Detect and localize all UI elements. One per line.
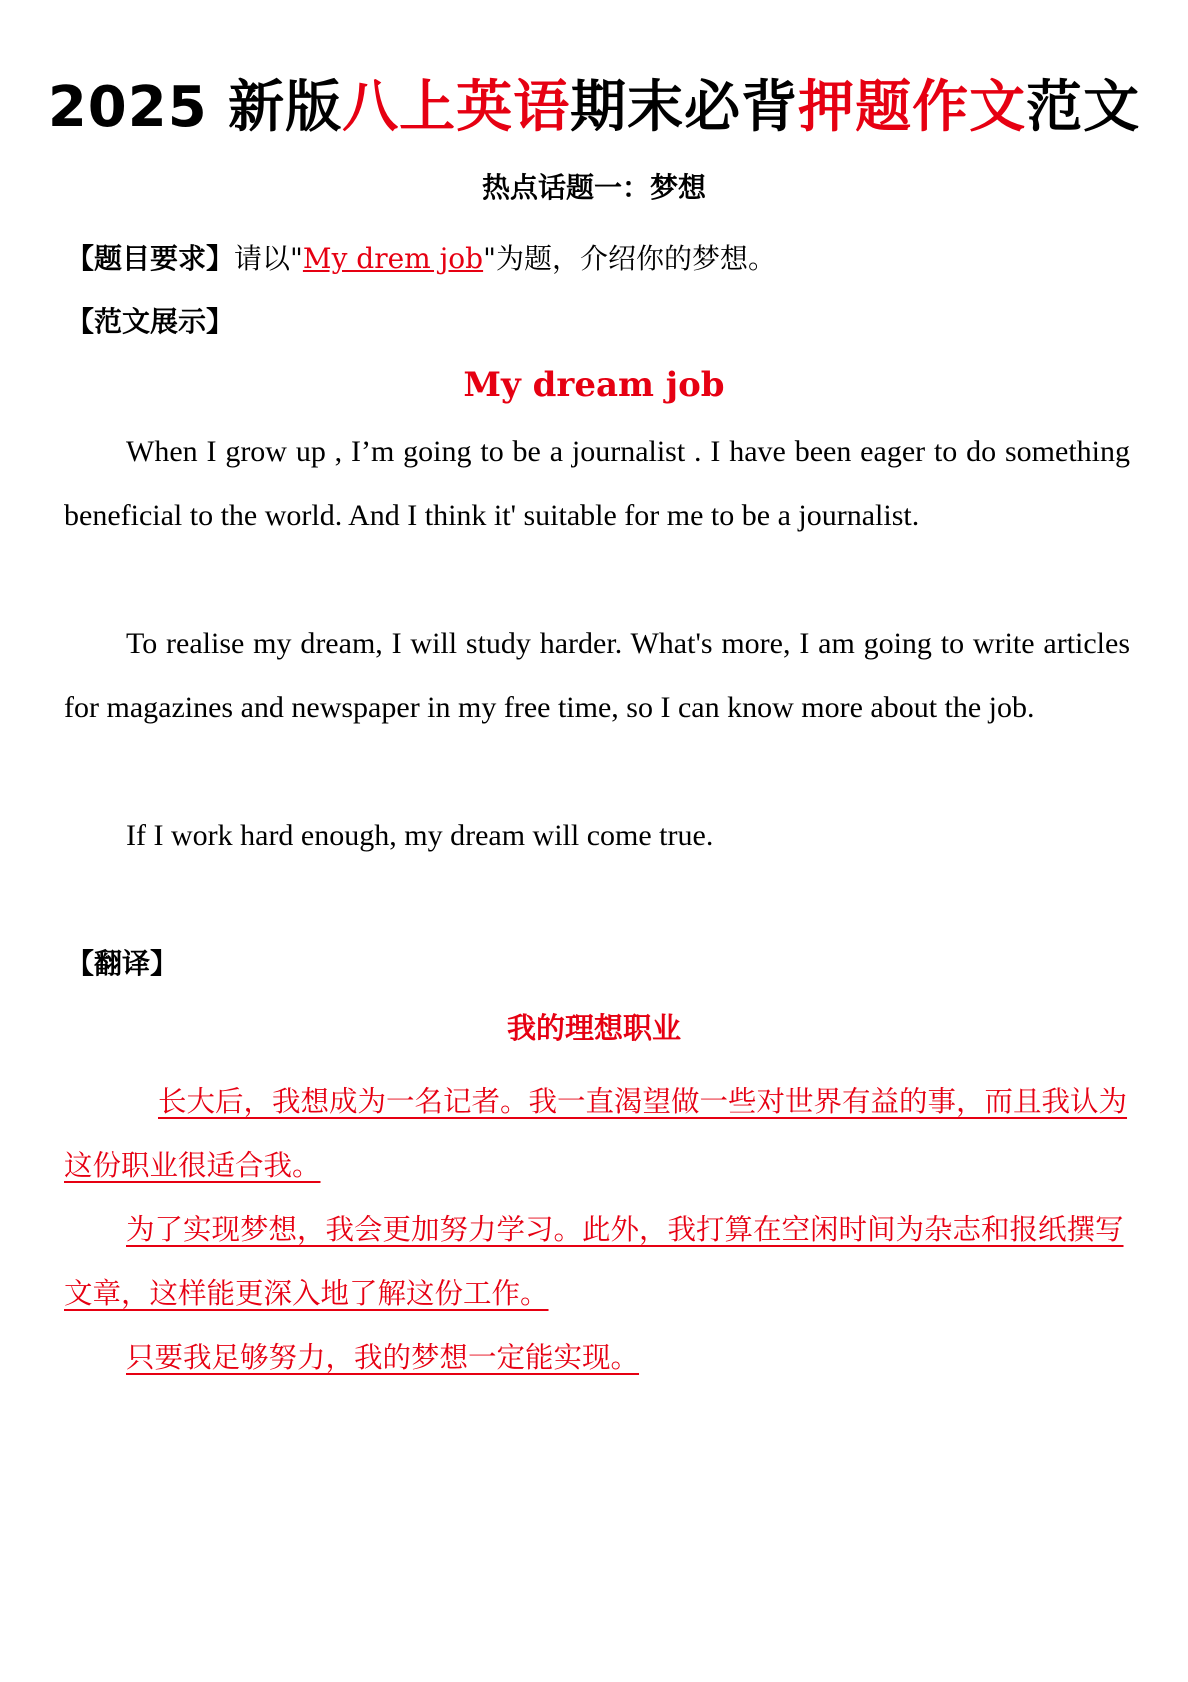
requirement-line xyxy=(66,238,776,280)
essay-paragraph: To realise my dream, I will study harder. What's more, I am going to write articles for magazines and newspaper in my free time, so I can know more about the job. xyxy=(64,627,1130,724)
title-part-year: 2025 新版 xyxy=(47,75,343,140)
requirement-before: 请以" xyxy=(234,242,303,275)
essay-title: My dream job xyxy=(463,365,725,405)
translation-label: 【翻译】 xyxy=(66,947,179,980)
sample-label: 【范文展示】 xyxy=(66,305,235,338)
title-part-exam: 期末必背 xyxy=(570,75,799,140)
translation-paragraph: 为了实现梦想，我会更加努力学习。此外，我打算在空闲时间为杂志和报纸撰写文章，这样能更深入地了解这份工作。 xyxy=(64,1213,1124,1310)
translation-title: 我的理想职业 xyxy=(506,1011,681,1045)
title-part-grade: 八上英语 xyxy=(342,75,571,140)
translation-paragraph: 只要我足够努力，我的梦想一定能实现。 xyxy=(126,1341,640,1374)
translation-paragraph: 长大后，我想成为一名记者。我一直渴望做一些对世界有益的事，而且我认为这份职业很适合我。 xyxy=(64,1085,1128,1182)
page-title xyxy=(0,68,1188,148)
requirement-after: "为题，介绍你的梦想。 xyxy=(483,242,776,275)
essay-paragraph: If I work hard enough, my dream will come true. xyxy=(126,819,714,852)
title-part-sample: 范文 xyxy=(1026,75,1141,140)
topic-subtitle: 热点话题一：梦想 xyxy=(481,171,706,204)
requirement-label: 【题目要求】 xyxy=(66,242,235,275)
requirement-title-text: My drem job xyxy=(302,242,484,275)
title-part-essay: 押题作文 xyxy=(798,75,1027,140)
essay-paragraph: When I grow up , I’m going to be a journalist . I have been eager to do something beneficial to the world. And I think it' suitable for me to be a journalist. xyxy=(64,435,1130,532)
